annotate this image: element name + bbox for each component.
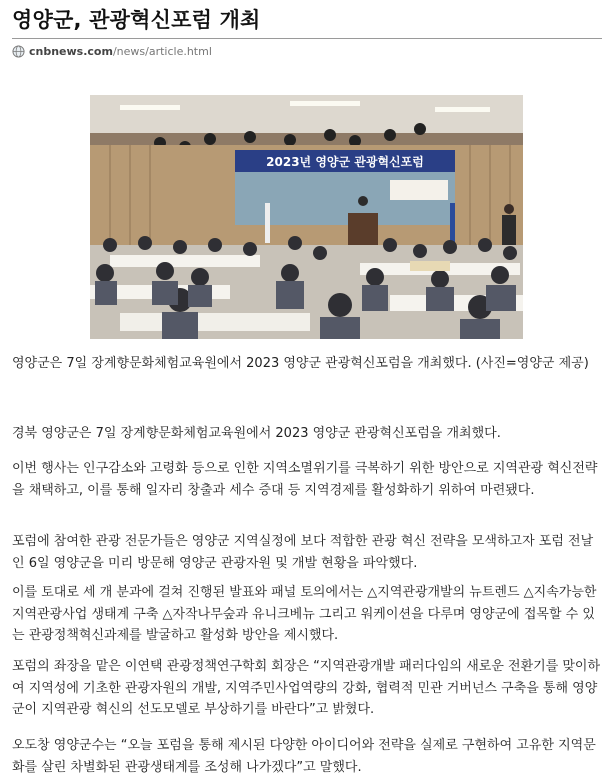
source-domain[interactable]: cnbnews.com — [29, 44, 113, 58]
banner-text: 2023년 영양군 관광혁신포럼 — [266, 155, 424, 169]
title-divider — [12, 38, 602, 39]
article-paragraph: 이를 토대로 세 개 분과에 걸쳐 진행된 발표와 패널 토의에서는 △지역관광개발의 뉴트렌드 △지속가능한 지역관광사업 생태계 구축 △자작나무숲과 유니크베뉴 그리고 워케이션을 다루며 영양군에 접목할 수 있는 관광정책혁신과제를 발굴하고 활성화 방안을 제시했다. — [12, 585, 597, 643]
article-paragraph: 경북 영양군은 7일 장계향문화체험교육원에서 2023 영양군 관광혁신포럼을 개최했다. — [12, 426, 501, 441]
article-paragraph: 포럼의 좌장을 맡은 이연택 관광정책연구학회 회장은 “지역관광개발 패러다임의 새로운 전환기를 맞이하여 지역성에 기초한 관광자원의 개발, 지역주민사업역량의 강화, 협력적 민관 거버넌스 구축을 통해 영양군이 지역관광 혁신의 선도모델로 부상하기를 바란다”고 밝혔다. — [12, 659, 601, 717]
globe-icon — [12, 45, 25, 58]
photo-caption: 영양군은 7일 장계향문화체험교육원에서 2023 영양군 관광혁신포럼을 개최했다. (사진=영양군 제공) — [12, 356, 589, 371]
article-paragraph: 포럼에 참여한 관광 전문가들은 영양군 지역실정에 보다 적합한 관광 혁신 전략을 모색하고자 포럼 전날인 6일 영양군을 미리 방문해 영양군 관광자원 및 개발 현황을 파악했다. — [12, 534, 594, 571]
article-paragraph: 이번 행사는 인구감소와 고령화 등으로 인한 지역소멸위기를 극복하기 위한 방안으로 지역관광 혁신전략을 채택하고, 이를 통해 일자리 창출과 세수 증대 등 지역경제를 활성화하기 위하여 마련됐다. — [12, 461, 598, 498]
forum-photo — [90, 95, 523, 339]
article-paragraph: 오도창 영양군수는 “오늘 포럼을 통해 제시된 다양한 아이디어와 전략을 실제로 구현하여 고유한 지역문화를 살린 차별화된 관광생태계를 조성해 나가겠다”고 말했다. — [12, 738, 596, 775]
forum-photo-illustration — [90, 95, 523, 339]
source-path[interactable]: /news/article.html — [112, 44, 212, 58]
article-title: 영양군, 관광혁신포럼 개최 — [12, 8, 261, 32]
source-line — [12, 43, 212, 59]
